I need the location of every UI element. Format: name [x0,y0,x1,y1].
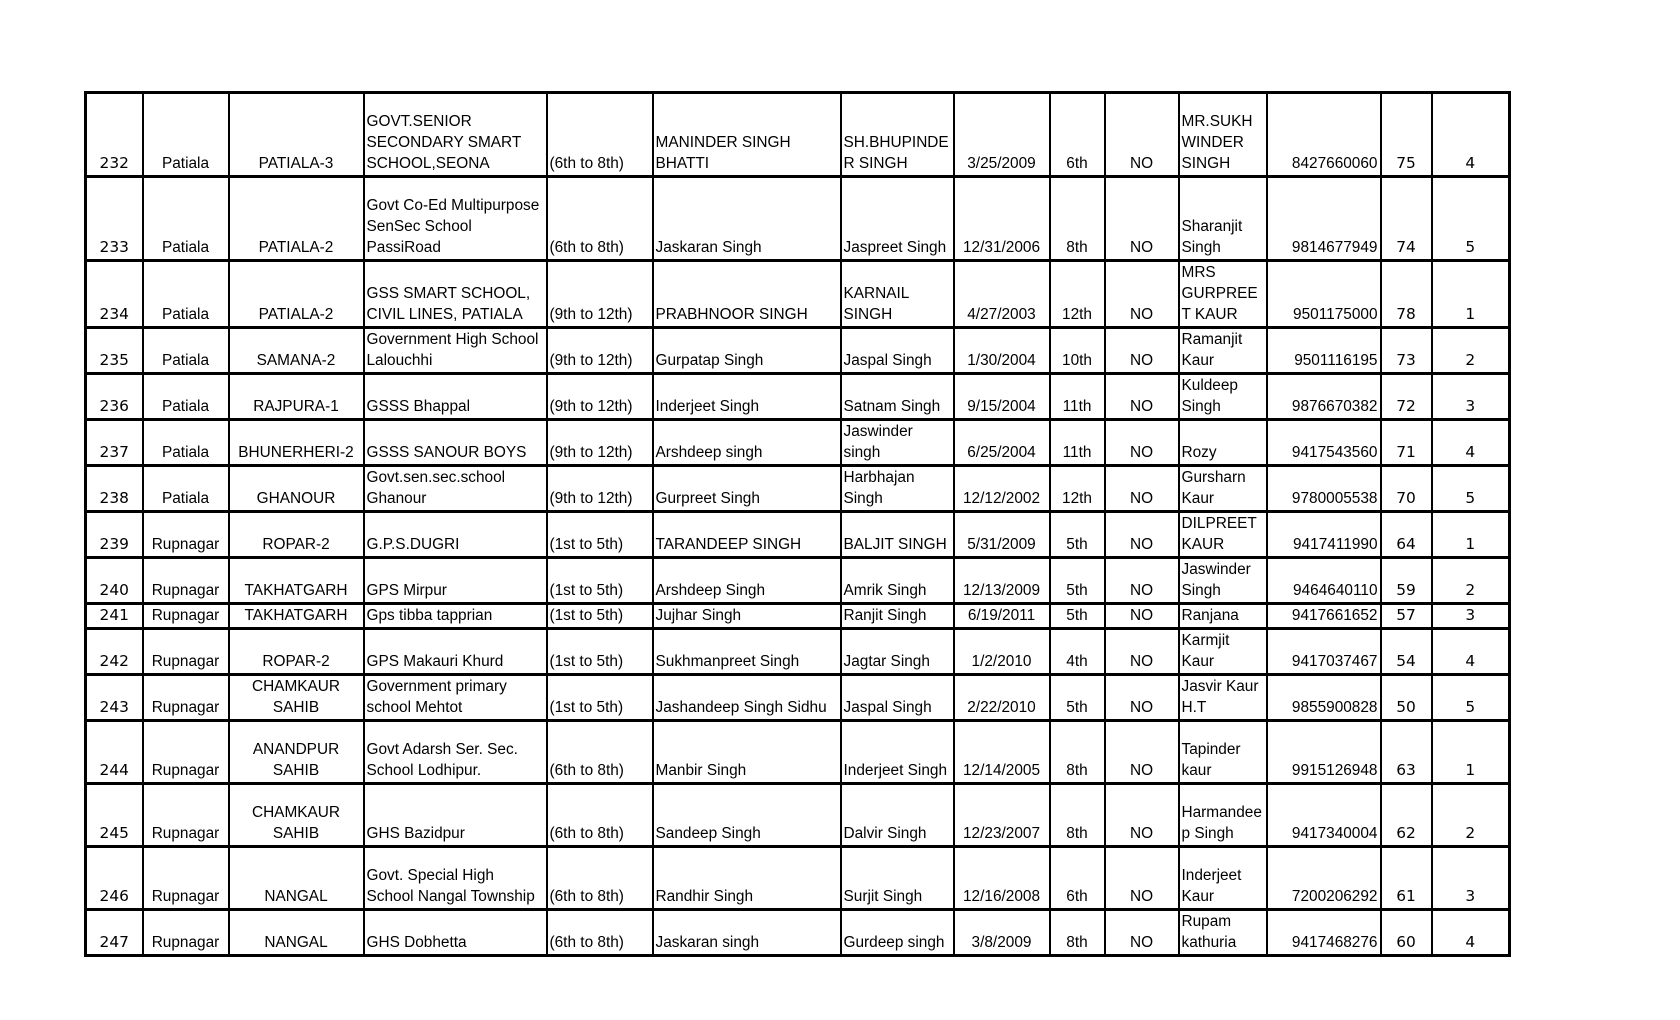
teacher-name-cell: Jaswinder Singh [1179,558,1267,604]
date-of-birth-cell: 1/30/2004 [954,328,1050,374]
student-name-cell: Randhir Singh [653,847,841,910]
class-cell: 8th [1050,721,1105,784]
class-cell: 6th [1050,847,1105,910]
district-cell: Rupnagar [143,512,229,558]
table-row [86,93,1510,177]
serial-number-cell: 237 [86,420,143,466]
status-cell: NO [1105,512,1179,558]
table-row [86,847,1510,910]
date-of-birth-cell: 6/25/2004 [954,420,1050,466]
teacher-name-cell: Jasvir Kaur H.T [1179,675,1267,721]
date-of-birth-cell: 2/22/2010 [954,675,1050,721]
marks-cell: 73 [1381,328,1432,374]
marks-cell: 63 [1381,721,1432,784]
student-name-cell: Gurpatap Singh [653,328,841,374]
school-cell: GPS Mirpur [364,558,547,604]
status-cell: NO [1105,420,1179,466]
father-name-cell: Jaswinder singh [841,420,954,466]
block-cell: ROPAR-2 [229,629,364,675]
teacher-name-cell: Inderjeet Kaur [1179,847,1267,910]
school-cell: Govt. Special High School Nangal Township [364,847,547,910]
student-name-cell: Jaskaran singh [653,910,841,956]
mobile-number-cell: 9417661652 [1267,604,1381,629]
table-row [86,629,1510,675]
class-cell: 8th [1050,784,1105,847]
status-cell: NO [1105,374,1179,420]
status-cell: NO [1105,466,1179,512]
mobile-number-cell: 9501116195 [1267,328,1381,374]
teacher-name-cell: DILPREET KAUR [1179,512,1267,558]
rank-cell: 4 [1432,629,1510,675]
student-name-cell: Inderjeet Singh [653,374,841,420]
table-row [86,558,1510,604]
serial-number-cell: 234 [86,261,143,328]
father-name-cell: Jaspal Singh [841,675,954,721]
class-cell: 5th [1050,512,1105,558]
class-group-cell: (9th to 12th) [547,466,653,512]
rank-cell: 4 [1432,420,1510,466]
father-name-cell: Ranjit Singh [841,604,954,629]
status-cell: NO [1105,604,1179,629]
student-name-cell: Arshdeep singh [653,420,841,466]
teacher-name-cell: Karmjit Kaur [1179,629,1267,675]
school-cell: Government High School Lalouchhi [364,328,547,374]
rank-cell: 5 [1432,466,1510,512]
school-cell: Govt.sen.sec.school Ghanour [364,466,547,512]
serial-number-cell: 245 [86,784,143,847]
serial-number-cell: 246 [86,847,143,910]
block-cell: RAJPURA-1 [229,374,364,420]
rank-cell: 2 [1432,784,1510,847]
father-name-cell: KARNAIL SINGH [841,261,954,328]
date-of-birth-cell: 5/31/2009 [954,512,1050,558]
serial-number-cell: 238 [86,466,143,512]
table-body [86,93,1510,956]
class-group-cell: (1st to 5th) [547,512,653,558]
serial-number-cell: 235 [86,328,143,374]
class-group-cell: (1st to 5th) [547,629,653,675]
table-row [86,261,1510,328]
class-group-cell: (6th to 8th) [547,784,653,847]
results-table [84,91,1511,957]
marks-cell: 72 [1381,374,1432,420]
rank-cell: 4 [1432,93,1510,177]
father-name-cell: Jaspal Singh [841,328,954,374]
date-of-birth-cell: 12/16/2008 [954,847,1050,910]
district-cell: Rupnagar [143,675,229,721]
school-cell: Gps tibba tapprian [364,604,547,629]
school-cell: GOVT.SENIOR SECONDARY SMART SCHOOL,SEONA [364,93,547,177]
status-cell: NO [1105,784,1179,847]
district-cell: Patiala [143,374,229,420]
rank-cell: 3 [1432,374,1510,420]
serial-number-cell: 243 [86,675,143,721]
district-cell: Rupnagar [143,558,229,604]
marks-cell: 70 [1381,466,1432,512]
date-of-birth-cell: 12/13/2009 [954,558,1050,604]
class-cell: 12th [1050,261,1105,328]
serial-number-cell: 244 [86,721,143,784]
class-cell: 5th [1050,558,1105,604]
rank-cell: 2 [1432,558,1510,604]
status-cell: NO [1105,261,1179,328]
block-cell: NANGAL [229,910,364,956]
student-name-cell: Jujhar Singh [653,604,841,629]
student-name-cell: Manbir Singh [653,721,841,784]
block-cell: PATIALA-2 [229,177,364,261]
class-cell: 5th [1050,604,1105,629]
district-cell: Rupnagar [143,784,229,847]
mobile-number-cell: 8427660060 [1267,93,1381,177]
marks-cell: 64 [1381,512,1432,558]
mobile-number-cell: 9464640110 [1267,558,1381,604]
marks-cell: 50 [1381,675,1432,721]
date-of-birth-cell: 12/14/2005 [954,721,1050,784]
school-cell: GHS Bazidpur [364,784,547,847]
school-cell: GPS Makauri Khurd [364,629,547,675]
class-group-cell: (1st to 5th) [547,558,653,604]
table-row [86,328,1510,374]
table-row [86,604,1510,629]
mobile-number-cell: 9417037467 [1267,629,1381,675]
district-cell: Patiala [143,261,229,328]
table-row [86,466,1510,512]
district-cell: Rupnagar [143,847,229,910]
class-group-cell: (9th to 12th) [547,328,653,374]
teacher-name-cell: Rupam kathuria [1179,910,1267,956]
class-cell: 10th [1050,328,1105,374]
district-cell: Patiala [143,93,229,177]
block-cell: PATIALA-2 [229,261,364,328]
mobile-number-cell: 9855900828 [1267,675,1381,721]
teacher-name-cell: Kuldeep Singh [1179,374,1267,420]
status-cell: NO [1105,675,1179,721]
school-cell: GSS SMART SCHOOL, CIVIL LINES, PATIALA [364,261,547,328]
father-name-cell: Amrik Singh [841,558,954,604]
teacher-name-cell: Sharanjit Singh [1179,177,1267,261]
table-row [86,675,1510,721]
rank-cell: 5 [1432,675,1510,721]
mobile-number-cell: 9876670382 [1267,374,1381,420]
student-name-cell: Sandeep Singh [653,784,841,847]
marks-cell: 59 [1381,558,1432,604]
block-cell: GHANOUR [229,466,364,512]
table-row [86,910,1510,956]
table-row [86,512,1510,558]
school-cell: GHS Dobhetta [364,910,547,956]
mobile-number-cell: 7200206292 [1267,847,1381,910]
status-cell: NO [1105,558,1179,604]
district-cell: Patiala [143,177,229,261]
district-cell: Patiala [143,328,229,374]
class-cell: 11th [1050,374,1105,420]
student-name-cell: TARANDEEP SINGH [653,512,841,558]
class-group-cell: (6th to 8th) [547,721,653,784]
school-cell: GSSS SANOUR BOYS [364,420,547,466]
district-cell: Rupnagar [143,721,229,784]
father-name-cell: Gurdeep singh [841,910,954,956]
class-group-cell: (6th to 8th) [547,847,653,910]
class-group-cell: (9th to 12th) [547,374,653,420]
teacher-name-cell: MR.SUKHWINDER SINGH [1179,93,1267,177]
block-cell: CHAMKAUR SAHIB [229,784,364,847]
block-cell: CHAMKAUR SAHIB [229,675,364,721]
student-name-cell: Arshdeep Singh [653,558,841,604]
status-cell: NO [1105,629,1179,675]
table-row [86,721,1510,784]
date-of-birth-cell: 4/27/2003 [954,261,1050,328]
marks-cell: 54 [1381,629,1432,675]
status-cell: NO [1105,910,1179,956]
marks-cell: 60 [1381,910,1432,956]
block-cell: PATIALA-3 [229,93,364,177]
district-cell: Patiala [143,466,229,512]
date-of-birth-cell: 12/31/2006 [954,177,1050,261]
rank-cell: 3 [1432,847,1510,910]
district-cell: Rupnagar [143,629,229,675]
class-group-cell: (6th to 8th) [547,177,653,261]
student-name-cell: Jaskaran Singh [653,177,841,261]
teacher-name-cell: Harmandeep Singh [1179,784,1267,847]
serial-number-cell: 239 [86,512,143,558]
status-cell: NO [1105,177,1179,261]
date-of-birth-cell: 6/19/2011 [954,604,1050,629]
mobile-number-cell: 9501175000 [1267,261,1381,328]
class-cell: 8th [1050,910,1105,956]
father-name-cell: Inderjeet Singh [841,721,954,784]
class-group-cell: (1st to 5th) [547,604,653,629]
student-name-cell: Gurpreet Singh [653,466,841,512]
father-name-cell: Surjit Singh [841,847,954,910]
student-name-cell: Sukhmanpreet Singh [653,629,841,675]
school-cell: G.P.S.DUGRI [364,512,547,558]
date-of-birth-cell: 12/12/2002 [954,466,1050,512]
date-of-birth-cell: 3/8/2009 [954,910,1050,956]
father-name-cell: Jagtar Singh [841,629,954,675]
student-name-cell: PRABHNOOR SINGH [653,261,841,328]
block-cell: ROPAR-2 [229,512,364,558]
mobile-number-cell: 9417411990 [1267,512,1381,558]
district-cell: Rupnagar [143,910,229,956]
father-name-cell: SH.BHUPINDER SINGH [841,93,954,177]
serial-number-cell: 247 [86,910,143,956]
school-cell: GSSS Bhappal [364,374,547,420]
table-row [86,177,1510,261]
date-of-birth-cell: 1/2/2010 [954,629,1050,675]
date-of-birth-cell: 3/25/2009 [954,93,1050,177]
class-cell: 4th [1050,629,1105,675]
father-name-cell: Satnam Singh [841,374,954,420]
block-cell: SAMANA-2 [229,328,364,374]
status-cell: NO [1105,721,1179,784]
district-cell: Patiala [143,420,229,466]
marks-cell: 71 [1381,420,1432,466]
student-name-cell: MANINDER SINGH BHATTI [653,93,841,177]
mobile-number-cell: 9417340004 [1267,784,1381,847]
mobile-number-cell: 9915126948 [1267,721,1381,784]
teacher-name-cell: MRS GURPREET KAUR [1179,261,1267,328]
mobile-number-cell: 9417543560 [1267,420,1381,466]
teacher-name-cell: Ranjana [1179,604,1267,629]
status-cell: NO [1105,328,1179,374]
class-cell: 5th [1050,675,1105,721]
block-cell: TAKHATGARH [229,558,364,604]
serial-number-cell: 233 [86,177,143,261]
date-of-birth-cell: 12/23/2007 [954,784,1050,847]
class-group-cell: (1st to 5th) [547,675,653,721]
rank-cell: 4 [1432,910,1510,956]
marks-cell: 78 [1381,261,1432,328]
marks-cell: 75 [1381,93,1432,177]
mobile-number-cell: 9417468276 [1267,910,1381,956]
teacher-name-cell: Tapinder kaur [1179,721,1267,784]
block-cell: NANGAL [229,847,364,910]
serial-number-cell: 240 [86,558,143,604]
table-row [86,374,1510,420]
marks-cell: 74 [1381,177,1432,261]
marks-cell: 62 [1381,784,1432,847]
class-group-cell: (6th to 8th) [547,93,653,177]
rank-cell: 1 [1432,261,1510,328]
father-name-cell: Dalvir Singh [841,784,954,847]
serial-number-cell: 232 [86,93,143,177]
status-cell: NO [1105,847,1179,910]
district-cell: Rupnagar [143,604,229,629]
student-name-cell: Jashandeep Singh Sidhu [653,675,841,721]
teacher-name-cell: Ramanjit Kaur [1179,328,1267,374]
status-cell: NO [1105,93,1179,177]
school-cell: Govt Co-Ed Multipurpose SenSec School PassiRoad [364,177,547,261]
class-group-cell: (9th to 12th) [547,420,653,466]
rank-cell: 2 [1432,328,1510,374]
rank-cell: 1 [1432,721,1510,784]
block-cell: BHUNERHERI-2 [229,420,364,466]
rank-cell: 5 [1432,177,1510,261]
class-group-cell: (6th to 8th) [547,910,653,956]
teacher-name-cell: Rozy [1179,420,1267,466]
marks-cell: 61 [1381,847,1432,910]
serial-number-cell: 236 [86,374,143,420]
rank-cell: 3 [1432,604,1510,629]
block-cell: ANANDPUR SAHIB [229,721,364,784]
school-cell: Government primary school Mehtot [364,675,547,721]
class-cell: 12th [1050,466,1105,512]
rank-cell: 1 [1432,512,1510,558]
class-group-cell: (9th to 12th) [547,261,653,328]
father-name-cell: Harbhajan Singh [841,466,954,512]
date-of-birth-cell: 9/15/2004 [954,374,1050,420]
table-row [86,420,1510,466]
marks-cell: 57 [1381,604,1432,629]
class-cell: 11th [1050,420,1105,466]
block-cell: TAKHATGARH [229,604,364,629]
table-row [86,784,1510,847]
serial-number-cell: 242 [86,629,143,675]
mobile-number-cell: 9814677949 [1267,177,1381,261]
class-cell: 8th [1050,177,1105,261]
serial-number-cell: 241 [86,604,143,629]
class-cell: 6th [1050,93,1105,177]
father-name-cell: Jaspreet Singh [841,177,954,261]
mobile-number-cell: 9780005538 [1267,466,1381,512]
school-cell: Govt Adarsh Ser. Sec. School Lodhipur. [364,721,547,784]
father-name-cell: BALJIT SINGH [841,512,954,558]
teacher-name-cell: Gursharn Kaur [1179,466,1267,512]
